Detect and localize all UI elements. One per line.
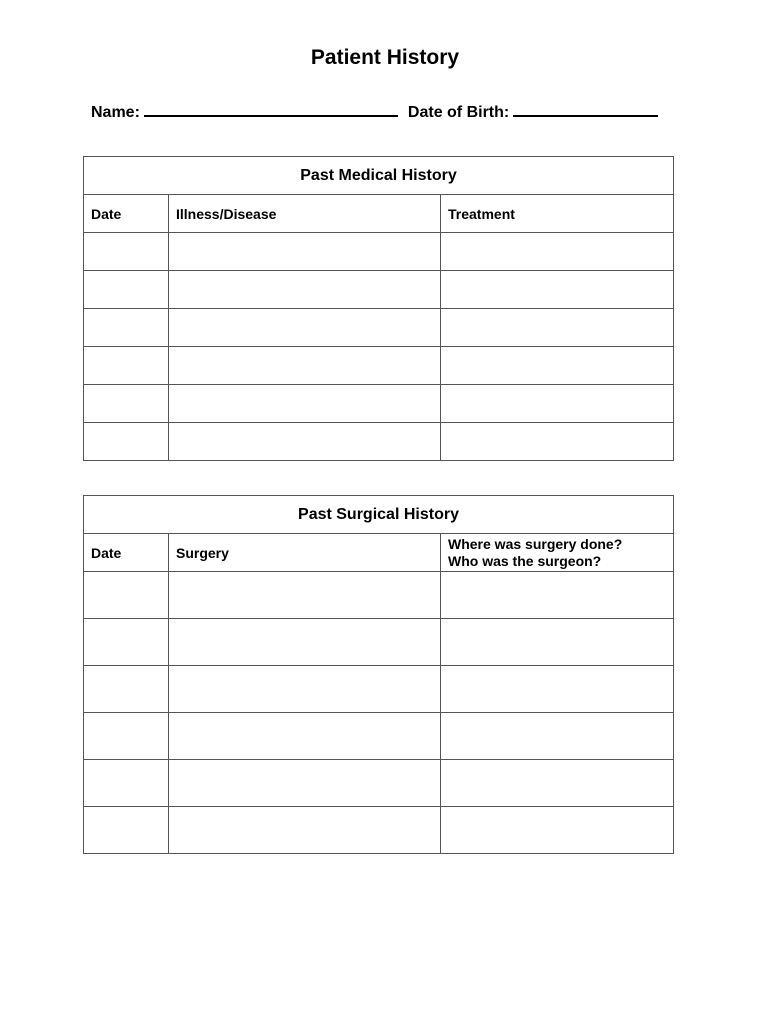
surgical-location-cell[interactable] (441, 760, 674, 807)
medical-illness-cell[interactable] (169, 347, 441, 385)
medical-treatment-cell[interactable] (441, 347, 674, 385)
name-label: Name: (91, 104, 140, 121)
medical-treatment-cell[interactable] (441, 423, 674, 461)
table-row (84, 572, 674, 619)
medical-illness-cell[interactable] (169, 423, 441, 461)
surgical-date-cell[interactable] (84, 807, 169, 854)
surgical-date-cell[interactable] (84, 713, 169, 760)
medical-illness-cell[interactable] (169, 233, 441, 271)
medical-date-cell[interactable] (84, 347, 169, 385)
surgical-surgery-cell[interactable] (169, 572, 441, 619)
table-row (84, 713, 674, 760)
medical-table-caption: Past Medical History (84, 157, 674, 195)
surgical-location-cell[interactable] (441, 807, 674, 854)
table-row (84, 423, 674, 461)
past-surgical-history-table (83, 495, 674, 854)
surgical-date-cell[interactable] (84, 619, 169, 666)
surgical-surgery-cell[interactable] (169, 619, 441, 666)
medical-illness-cell[interactable] (169, 385, 441, 423)
medical-date-cell[interactable] (84, 233, 169, 271)
past-medical-history-table (83, 156, 674, 461)
surgical-location-cell[interactable] (441, 619, 674, 666)
page-title: Patient History (310, 46, 460, 69)
patient-info-line (91, 101, 658, 122)
medical-date-cell[interactable] (84, 271, 169, 309)
table-row (84, 347, 674, 385)
medical-date-cell[interactable] (84, 423, 169, 461)
surgical-col-date: Date (84, 534, 169, 572)
surgical-surgery-cell[interactable] (169, 666, 441, 713)
dob-field[interactable] (513, 101, 658, 117)
table-row (84, 385, 674, 423)
medical-date-cell[interactable] (84, 385, 169, 423)
surgical-col-location-line: Where was surgery done? (448, 536, 623, 552)
surgical-col-surgeon-line: Who was the surgeon? (448, 553, 602, 569)
table-row (84, 271, 674, 309)
medical-col-date: Date (84, 195, 169, 233)
surgical-location-cell[interactable] (441, 666, 674, 713)
table-row (84, 666, 674, 713)
table-row (84, 619, 674, 666)
table-row (84, 807, 674, 854)
surgical-surgery-cell[interactable] (169, 760, 441, 807)
name-field[interactable] (144, 101, 398, 117)
table-row (84, 233, 674, 271)
surgical-surgery-cell[interactable] (169, 807, 441, 854)
medical-illness-cell[interactable] (169, 309, 441, 347)
medical-treatment-cell[interactable] (441, 271, 674, 309)
table-row (84, 309, 674, 347)
surgical-location-cell[interactable] (441, 572, 674, 619)
surgical-col-surgery: Surgery (169, 534, 441, 572)
table-row (84, 760, 674, 807)
medical-treatment-cell[interactable] (441, 309, 674, 347)
surgical-date-cell[interactable] (84, 666, 169, 713)
surgical-table-caption: Past Surgical History (84, 496, 674, 534)
medical-date-cell[interactable] (84, 309, 169, 347)
dob-label: Date of Birth: (407, 104, 510, 121)
surgical-date-cell[interactable] (84, 760, 169, 807)
medical-col-treatment: Treatment (441, 195, 674, 233)
medical-treatment-cell[interactable] (441, 385, 674, 423)
medical-illness-cell[interactable] (169, 271, 441, 309)
surgical-surgery-cell[interactable] (169, 713, 441, 760)
surgical-location-cell[interactable] (441, 713, 674, 760)
medical-treatment-cell[interactable] (441, 233, 674, 271)
medical-col-illness: Illness/Disease (169, 195, 441, 233)
surgical-date-cell[interactable] (84, 572, 169, 619)
surgical-col-location-surgeon (441, 534, 674, 572)
